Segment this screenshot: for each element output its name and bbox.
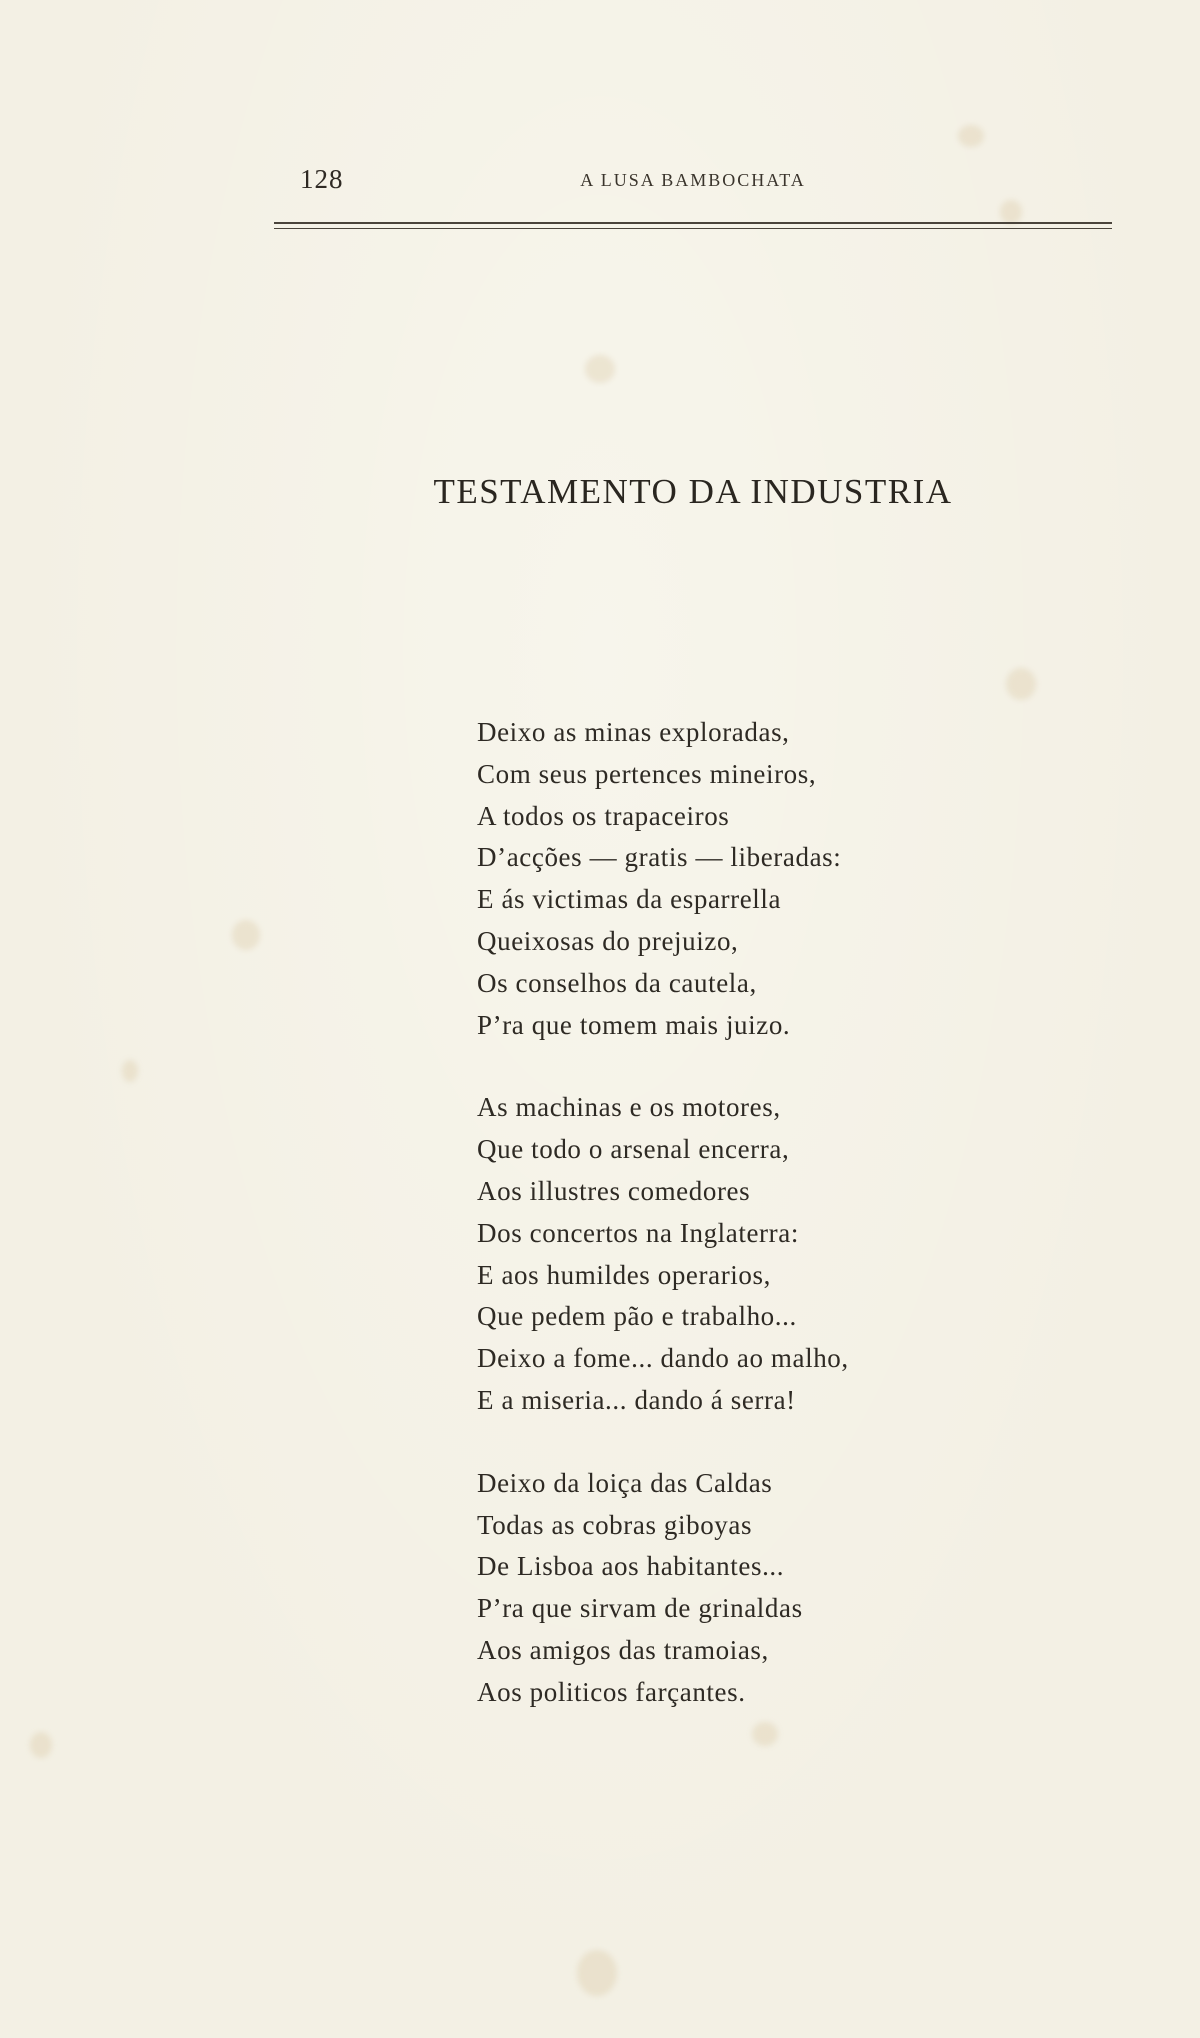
paper-stain — [1000, 200, 1022, 224]
verse-line: Aos politicos farçantes. — [477, 1676, 746, 1707]
page-header — [274, 164, 1112, 194]
verse-line: De Lisboa aos habitantes... — [477, 1551, 785, 1582]
paper-stain — [585, 355, 615, 383]
paper-stain — [577, 1950, 617, 1996]
header-rule — [274, 222, 1112, 224]
verse-line: Deixo da loiça das Caldas — [477, 1467, 773, 1498]
poem — [477, 712, 1117, 1755]
poem-title: TESTAMENTO DA INDUSTRIA — [433, 472, 953, 511]
verse-line: Dos concertos na Inglaterra: — [477, 1217, 799, 1248]
stanza — [477, 1087, 1117, 1421]
verse-line: P’ra que tomem mais juizo. — [477, 1009, 791, 1040]
verse-line: Aos illustres comedores — [477, 1175, 751, 1206]
verse-line: E a miseria... dando á serra! — [477, 1384, 796, 1415]
stanza — [477, 1463, 1117, 1714]
verse-line: E ás victimas da esparrella — [477, 884, 782, 915]
paper-stain — [30, 1732, 52, 1758]
verse-line: Queixosas do prejuizo, — [477, 925, 739, 956]
verse-line: Que pedem pão e trabalho... — [477, 1301, 797, 1332]
verse-line: Que todo o arsenal encerra, — [477, 1134, 790, 1165]
poem-title-block — [0, 472, 1200, 512]
header-rule-thin — [274, 228, 1112, 229]
running-title: A LUSA BAMBOCHATA — [580, 170, 806, 190]
verse-line: P’ra que sirvam de grinaldas — [477, 1593, 803, 1624]
page-number: 128 — [300, 164, 344, 194]
verse-line: Os conselhos da cautela, — [477, 967, 757, 998]
verse-line: Deixo a fome... dando ao malho, — [477, 1343, 849, 1374]
verse-line: Aos amigos das tramoias, — [477, 1634, 769, 1665]
paper-stain — [122, 1060, 138, 1082]
verse-line: Deixo as minas exploradas, — [477, 717, 790, 747]
paper-stain — [1006, 668, 1036, 700]
verse-line: As machinas e os motores, — [477, 1092, 781, 1123]
verse-line: E aos humildes operarios, — [477, 1259, 771, 1290]
paper-stain — [232, 920, 260, 950]
verse-line: Com seus pertences mineiros, — [477, 758, 817, 789]
verse-line: Todas as cobras giboyas — [477, 1509, 753, 1540]
verse-line: A todos os trapaceiros — [477, 800, 730, 831]
verse-line: D’acções — gratis — liberadas: — [477, 842, 842, 873]
paper-stain — [958, 125, 984, 147]
stanza — [477, 712, 1117, 1046]
